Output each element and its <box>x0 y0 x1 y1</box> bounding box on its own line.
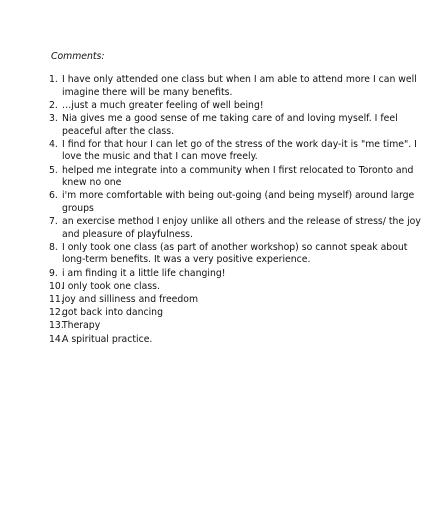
comment-text: helped me integrate into a community when I first relocated to Toronto and knew no one <box>62 164 414 189</box>
comment-item <box>49 165 421 190</box>
comment-item <box>49 190 421 215</box>
comments-heading: Comments: <box>51 51 105 62</box>
comment-number: 2. <box>49 99 58 111</box>
comment-text: Therapy <box>62 320 101 332</box>
comment-text: i am finding it a little life changing! <box>62 267 226 279</box>
comment-number: 12. <box>49 307 64 319</box>
comment-text: …just a much greater feeling of well being! <box>62 99 264 111</box>
comment-number: 4. <box>49 138 58 150</box>
comment-number: 8. <box>49 241 58 253</box>
comment-text: joy and silliness and freedom <box>62 294 199 306</box>
comment-item <box>49 281 421 294</box>
comments-list <box>49 74 421 347</box>
comment-item <box>49 334 421 347</box>
comment-number: 6. <box>49 190 58 202</box>
comment-number: 14. <box>49 333 64 345</box>
comment-text: I find for that hour I can let go of the stress of the work day-it is "me time". I love the music and that I can move freely. <box>62 138 417 163</box>
comment-item <box>49 100 421 113</box>
comment-text: A spiritual practice. <box>62 333 153 345</box>
comment-text: Nia gives me a good sense of me taking care of and loving myself. I feel peaceful after the class. <box>62 112 398 137</box>
comment-number: 11. <box>49 294 64 306</box>
comment-text: I only took one class (as part of another workshop) so cannot speak about long-term benefits. It was a very positive experience. <box>62 241 408 266</box>
comment-text: i'm more comfortable with being out-going (and being myself) around large groups <box>62 190 415 214</box>
comment-item <box>49 216 421 241</box>
comment-number: 9. <box>49 267 58 279</box>
comment-number: 13. <box>49 320 64 332</box>
comment-item <box>49 294 421 307</box>
comment-item <box>49 242 421 267</box>
comment-number: 10. <box>49 280 64 292</box>
comment-text: an exercise method I enjoy unlike all others and the release of stress/ the joy and pleasure of playfulness. <box>62 216 421 240</box>
comment-text: I have only attended one class but when I am able to attend more I can well imagine there will be many benefits. <box>62 74 417 98</box>
comment-number: 7. <box>49 216 58 228</box>
comment-item <box>49 268 421 281</box>
comment-text: got back into dancing <box>62 307 163 319</box>
comment-item <box>49 74 421 99</box>
comment-item <box>49 320 421 333</box>
comment-item <box>49 139 421 164</box>
comment-number: 1. <box>49 74 58 85</box>
comment-number: 5. <box>49 164 58 176</box>
comment-text: I only took one class. <box>62 280 160 292</box>
comment-item <box>49 307 421 320</box>
comment-item <box>49 113 421 138</box>
comment-number: 3. <box>49 112 58 124</box>
